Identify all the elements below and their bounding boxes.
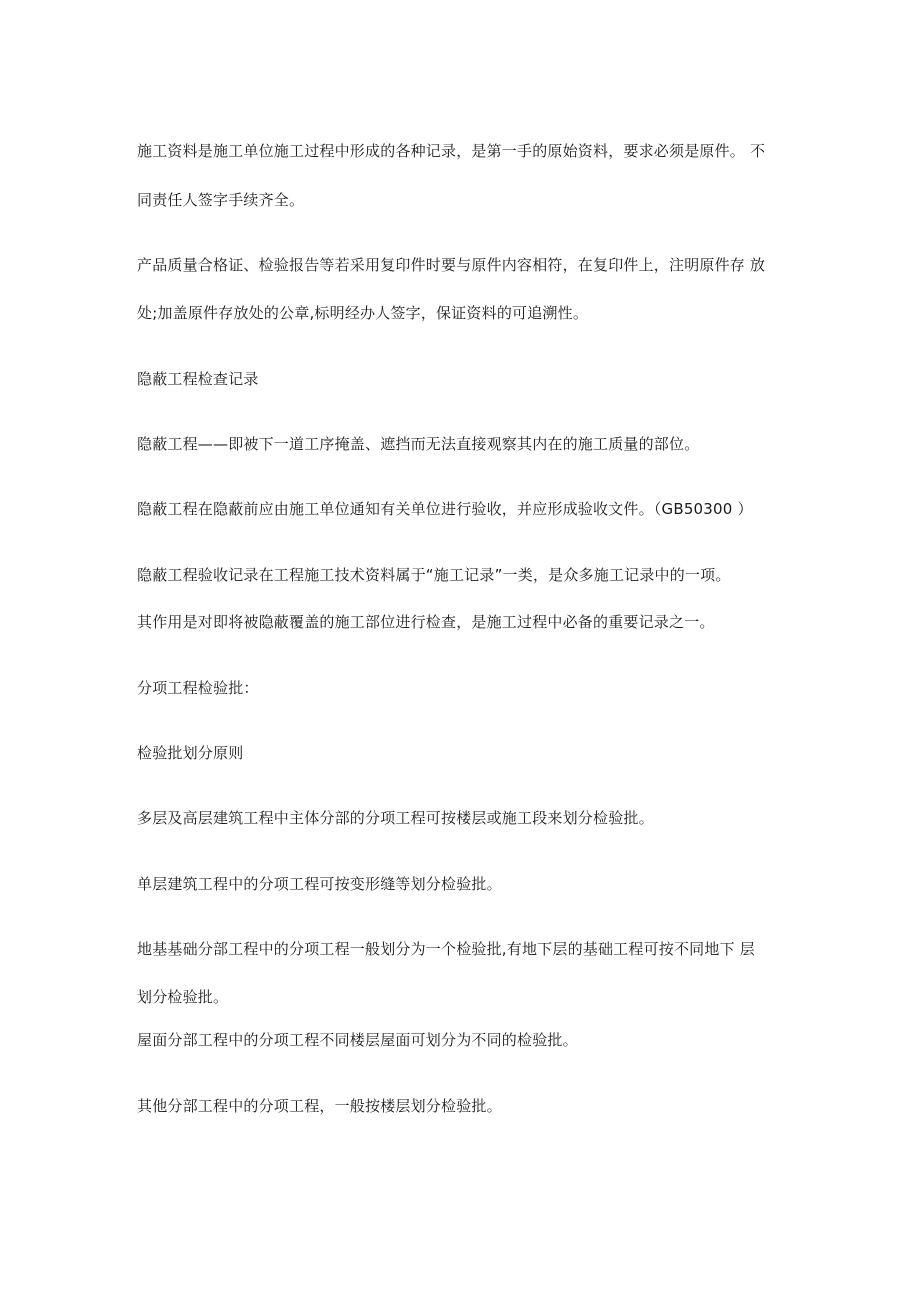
paragraph-line: 隐蔽工程验收记录在工程施工技术资料属于“施工记录”一类，是众多施工记录中的一项。 bbox=[137, 566, 731, 584]
paragraph-line: 单层建筑工程中的分项工程可按变形缝等划分检验批。 bbox=[137, 875, 502, 893]
section-heading: 分项工程检验批： bbox=[137, 679, 259, 697]
paragraph-line: 处;加盖原件存放处的公章,标明经办人签字，保证资料的可追溯性。 bbox=[137, 304, 589, 322]
paragraph-line: 多层及高层建筑工程中主体分部的分项工程可按楼层或施工段来划分检验批。 bbox=[137, 809, 654, 827]
section-heading: 隐蔽工程检查记录 bbox=[137, 370, 259, 388]
section-heading: 检验批划分原则 bbox=[137, 744, 244, 762]
paragraph-line: 其他分部工程中的分项工程，一般按楼层划分检验批。 bbox=[137, 1097, 502, 1115]
paragraph-line: 地基基础分部工程中的分项工程一般划分为一个检验批,有地下层的基础工程可按不同地下 层 bbox=[137, 940, 755, 958]
paragraph-line: 隐蔽工程在隐蔽前应由施工单位通知有关单位进行验收，并应形成验收文件。（GB50300 ） bbox=[137, 500, 753, 518]
paragraph-line: 划分检验批。 bbox=[137, 988, 229, 1006]
paragraph-line: 同责任人签字手续齐全。 bbox=[137, 191, 305, 209]
paragraph-line: 隐蔽工程——即被下一道工序掩盖、遮挡而无法直接观察其内在的施工质量的部位。 bbox=[137, 435, 700, 453]
paragraph-line: 其作用是对即将被隐蔽覆盖的施工部位进行检查，是施工过程中必备的重要记录之一。 bbox=[137, 613, 715, 631]
paragraph-line: 屋面分部工程中的分项工程不同楼层屋面可划分为不同的检验批。 bbox=[137, 1031, 578, 1049]
paragraph-line: 施工资料是施工单位施工过程中形成的各种记录，是第一手的原始资料，要求必须是原件。 不 bbox=[137, 142, 766, 160]
paragraph-line: 产品质量合格证、检验报告等若采用复印件时要与原件内容相符，在复印件上，注明原件存 放 bbox=[137, 256, 766, 274]
